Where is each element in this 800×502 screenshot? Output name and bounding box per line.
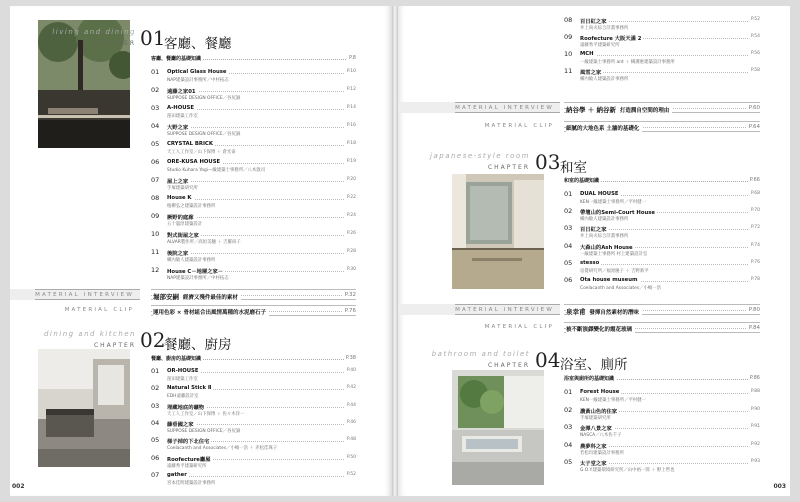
- entry-title: 農夢科之家: [580, 443, 607, 450]
- toc-entry[interactable]: [151, 471, 356, 489]
- chapter-01-english: living and dining: [52, 28, 136, 36]
- chapter-03-word: CHAPTER: [487, 164, 530, 171]
- entry-page: P.22: [346, 195, 356, 200]
- entry-title: OR-HOUSE: [167, 368, 199, 374]
- entry-architect: Studio Kuhara Yagi—級建築士事務所／八木敦司: [167, 168, 266, 173]
- entry-title: A-HOUSE: [167, 105, 194, 111]
- entry-architect: 恣覺研究所／福原慶子 ＋ 吉野新平: [580, 268, 649, 274]
- bathroom-photo: [452, 370, 544, 485]
- entry-title: MCH: [580, 51, 594, 57]
- entry-number: 02: [564, 405, 573, 414]
- toc-entry[interactable]: [564, 458, 760, 476]
- right-page: [398, 6, 790, 496]
- toc-entry[interactable]: [151, 266, 356, 284]
- toc-entry[interactable]: [564, 242, 760, 260]
- material-clip-1[interactable]: 運用色彩 × 骨材組合出風情萬種的水泥磨石子 P.76: [151, 305, 356, 316]
- entry-title: 百日紅之家: [580, 227, 607, 234]
- material-interview-label: MATERIAL INTERVIEW: [455, 304, 560, 315]
- toc-entry[interactable]: [564, 388, 760, 406]
- entry-number: 08: [564, 16, 573, 24]
- entry-number: 05: [151, 436, 160, 445]
- toc-entry[interactable]: [564, 50, 760, 68]
- toc-entry[interactable]: [564, 224, 760, 242]
- entry-number: 09: [564, 33, 573, 41]
- toc-entry[interactable]: [564, 207, 760, 225]
- entry-page: P.24: [346, 213, 356, 218]
- chapter-03-english: japanese-style room: [430, 152, 530, 160]
- entry-number: 02: [564, 207, 573, 216]
- entry-architect: 橫內敏人建築設計事務所: [167, 258, 216, 263]
- toc-entry[interactable]: [151, 122, 356, 140]
- entry-title: 埋藏地底的礦物: [167, 404, 205, 411]
- entry-title: 濃黃山色的住家: [580, 408, 618, 415]
- kitchen-photo: [38, 349, 130, 467]
- toc-entry[interactable]: [151, 158, 356, 176]
- entry-architect: 植柳弘之建築設計事務所: [167, 204, 216, 209]
- toc-entry[interactable]: [151, 212, 356, 230]
- entry-architect: G.O.Y.建築環境研究所／山中裕一郎 ＋ 野上哲也: [580, 468, 675, 473]
- toc-entry[interactable]: [564, 423, 760, 441]
- entry-page: P.70: [750, 208, 760, 214]
- entry-architect: 窪田建築工作室: [167, 114, 198, 119]
- entry-title: 大森山的Ash House: [580, 244, 633, 251]
- entry-page: P.54: [750, 34, 760, 39]
- chapter-02-english: dining and kitchen: [43, 330, 136, 338]
- material-clip-label: MATERIAL CLIP: [484, 123, 554, 129]
- toc-entry[interactable]: [564, 16, 760, 34]
- entry-architect: 天工人工作室／山下保博 ＋ 倉光泰: [167, 150, 236, 155]
- toc-entry[interactable]: [564, 67, 760, 85]
- entry-number: 05: [151, 140, 160, 148]
- entry-title: 藤垂國之家: [167, 421, 194, 428]
- entry-page: P.52: [750, 17, 760, 22]
- chapter-03-number: 03: [535, 150, 561, 174]
- entry-number: 01: [564, 190, 573, 198]
- entry-page: P.14: [346, 105, 356, 110]
- entry-number: 07: [151, 470, 160, 479]
- chapter-01-intro[interactable]: 客廳、餐廳的基礎知識 P.8: [151, 55, 356, 62]
- toc-entry[interactable]: [564, 190, 760, 208]
- entry-architect: 手塚建築研究所: [167, 186, 198, 191]
- entry-page: P.91: [750, 424, 760, 429]
- toc-entry[interactable]: [151, 419, 356, 437]
- entry-page: P.28: [346, 249, 356, 254]
- entry-architect: 橫內敏人建築設計事務所: [580, 217, 629, 223]
- entry-title: Roofecture廳屋: [167, 456, 211, 463]
- toc-entry[interactable]: [151, 454, 356, 472]
- entry-page: P.30: [346, 267, 356, 272]
- toc-entry[interactable]: [151, 384, 356, 402]
- entry-architect: NAP建築設計事務所／中村拓志: [167, 78, 229, 83]
- material-clip-label: MATERIAL CLIP: [484, 324, 554, 330]
- chapter-04-word: CHAPTER: [487, 362, 530, 369]
- entry-number: 06: [564, 276, 573, 284]
- entry-architect: Coelacanth and Associates／小嶋一浩: [580, 286, 662, 291]
- toc-entry[interactable]: [151, 367, 356, 385]
- entry-title: 厥野的庭廊: [167, 215, 194, 221]
- entry-architect: NASCA／八木佐千子: [580, 433, 622, 438]
- toc-entry[interactable]: [151, 176, 356, 194]
- entry-number: 02: [151, 384, 160, 393]
- entry-title: Natural Stick Ⅱ: [167, 385, 212, 392]
- entry-title: CRYSTAL BRICK: [167, 141, 213, 147]
- chapter-03-title: 和室: [560, 160, 587, 176]
- chapter-02-intro[interactable]: 餐廳、廚房的基礎知識 P.38: [151, 355, 356, 362]
- material-interview-label: MATERIAL INTERVIEW: [455, 102, 560, 113]
- entry-architect: 一級建築士事務所 村上建築設計室: [580, 251, 648, 257]
- entry-number: 09: [151, 212, 160, 220]
- page-number-left: 002: [12, 483, 25, 490]
- entry-title: 太子堂之家: [580, 461, 607, 467]
- entry-title: 梯子掉的下北住宅: [167, 439, 210, 446]
- material-interview-3[interactable]: 泉幸甫 發揮自然素材的潛味 P.80: [564, 304, 760, 315]
- material-interview-1[interactable]: 堀部安嗣 經濟又殘件最佳的素材 P.32: [151, 289, 356, 300]
- entry-page: P.92: [750, 441, 760, 447]
- japanese-room-photo: [452, 174, 544, 289]
- chapter-02-number: 02: [140, 328, 166, 352]
- entry-title: 遠藤之家01: [167, 89, 196, 95]
- entry-architect: KEN一級建築士事務所／平村健一: [580, 200, 647, 205]
- entry-architect: 一級建築士事務所 ant ＋ 橫溝惠建築設計事務所: [580, 60, 675, 65]
- entry-title: gather: [167, 471, 187, 478]
- chapter-04-intro[interactable]: 浴室與廁所的基礎知識 P.86: [564, 375, 760, 382]
- entry-title: 帶壇山的Semi-Court House: [580, 210, 656, 217]
- entry-title: ORE-KUSA HOUSE: [167, 159, 221, 165]
- toc-entry[interactable]: [151, 230, 356, 248]
- entry-number: 03: [564, 423, 573, 431]
- entry-page: P.12: [346, 87, 356, 92]
- entry-page: P.56: [750, 51, 760, 56]
- entry-architect: 窪田建築工作室: [167, 377, 198, 382]
- entry-page: P.48: [346, 437, 356, 443]
- material-clip-label: MATERIAL CLIP: [64, 307, 134, 313]
- entry-title: 大野之家: [167, 125, 189, 131]
- entry-number: 01: [151, 367, 160, 375]
- toc-entry[interactable]: [151, 104, 356, 122]
- entry-page: P.20: [346, 177, 356, 182]
- entry-title: House C－地層之家－: [167, 269, 224, 275]
- chapter-04-heading: [398, 348, 530, 378]
- chapter-03-intro[interactable]: 和室的基礎知識 P.66: [564, 177, 760, 184]
- chapter-04-english: bathroom and toilet: [431, 350, 530, 358]
- entry-architect: 天工人工作室／山下保博 ＋ 佐々木洋一: [167, 411, 245, 417]
- entry-title: 金澤八景之家: [580, 426, 612, 432]
- entry-architect: 井上尚夫綜合計畫事務所: [580, 234, 629, 240]
- toc-entry[interactable]: [151, 436, 356, 454]
- material-clip-3[interactable]: 被不斷演繹變化的霞花玻璃 P.84: [564, 322, 760, 333]
- entry-page: P.42: [346, 385, 356, 391]
- chapter-02-title: 餐廳、廚房: [164, 337, 232, 353]
- page-number-right: 003: [773, 483, 786, 490]
- entry-title: Optical Glass House: [167, 69, 227, 75]
- chapter-02-heading: [10, 328, 136, 358]
- entry-page: P.46: [346, 419, 356, 425]
- entry-number: 04: [564, 241, 573, 250]
- entry-architect: 宮本佳明建築設計事務所: [167, 480, 216, 486]
- toc-entry[interactable]: [564, 276, 760, 294]
- toc-entry[interactable]: [151, 402, 356, 420]
- entry-page: P.68: [750, 191, 760, 196]
- entry-number: 07: [151, 176, 160, 184]
- entry-page: P.40: [346, 368, 356, 373]
- entry-number: 11: [564, 67, 573, 75]
- chapter-02-word: CHAPTER: [93, 342, 136, 349]
- entry-page: P.78: [750, 277, 760, 282]
- entry-architect: ALVAR製作所／高垣美穗 ＋ 吉羅尚子: [167, 240, 241, 245]
- entry-number: 10: [151, 230, 160, 238]
- entry-number: 10: [564, 50, 573, 58]
- chapter-01-heading: [10, 26, 136, 56]
- entry-number: 03: [151, 104, 160, 112]
- entry-number: 06: [151, 158, 160, 166]
- entry-page: P.76: [750, 259, 760, 265]
- entry-title: Roofecture 大阪天滿 2: [580, 36, 642, 42]
- entry-architect: Coelacanth and Associates／小嶋一浩 ＋ 赤松佳珠子: [167, 446, 278, 452]
- entry-number: 01: [564, 388, 573, 396]
- entry-page: P.90: [750, 406, 760, 412]
- entry-page: P.16: [346, 123, 356, 128]
- entry-architect: 遠藤秀平建築研究所: [580, 43, 620, 48]
- chapter-01-title: 客廳、餐廳: [164, 36, 232, 52]
- toc-entry[interactable]: [564, 406, 760, 424]
- entry-title: Forest House: [580, 389, 620, 395]
- chapter-04-number: 04: [535, 348, 561, 372]
- toc-entry[interactable]: [151, 194, 356, 212]
- entry-title: DUAL HOUSE: [580, 191, 619, 197]
- toc-entry[interactable]: [564, 259, 760, 277]
- entry-number: 03: [151, 401, 160, 410]
- toc-entry[interactable]: [151, 248, 356, 266]
- entry-page: P.52: [346, 471, 356, 477]
- entry-title: Ota house museum: [580, 277, 638, 283]
- entry-number: 04: [564, 440, 573, 449]
- entry-page: P.10: [346, 69, 356, 74]
- entry-architect: EDH遠藤設計室: [167, 394, 199, 400]
- toc-entry[interactable]: [564, 33, 760, 51]
- left-page: [10, 6, 392, 496]
- entry-architect: NAP建築設計事務所／中村拓志: [167, 276, 229, 281]
- entry-number: 11: [151, 248, 160, 256]
- entry-architect: SUPPOSE DESIGN OFFICE／谷尻誠: [167, 428, 241, 434]
- entry-number: 05: [564, 258, 573, 267]
- entry-page: P.74: [750, 242, 760, 248]
- chapter-04-title: 浴室、廁所: [560, 357, 628, 373]
- entry-title: 風雪之家: [580, 70, 602, 76]
- entry-number: 04: [151, 122, 160, 130]
- material-interview-2[interactable]: 納谷學 ＋ 納谷新 打造潤自空間的理由 P.60: [564, 102, 760, 113]
- entry-page: P.19: [346, 159, 356, 164]
- entry-page: P.58: [750, 68, 760, 73]
- material-interview-label: MATERIAL INTERVIEW: [35, 289, 140, 300]
- toc-entry[interactable]: [151, 68, 356, 86]
- entry-page: P.93: [750, 459, 760, 464]
- entry-architect: 若松均建築設計事務所: [580, 450, 624, 456]
- entry-number: 05: [564, 458, 573, 466]
- entry-number: 08: [151, 194, 160, 202]
- entry-title: stesso: [580, 259, 600, 266]
- entry-architect: 井上尚夫綜合計畫事務所: [580, 26, 629, 31]
- entry-title: 百日紅之家: [580, 19, 607, 25]
- entry-number: 06: [151, 453, 160, 462]
- entry-page: P.18: [346, 141, 356, 146]
- entry-title: House K: [167, 195, 192, 201]
- chapter-03-heading: [398, 150, 530, 180]
- entry-number: 03: [564, 224, 573, 233]
- entry-architect: KEN一級建築士事務所／平村健一: [580, 398, 647, 403]
- entry-number: 04: [151, 418, 160, 427]
- toc-entry[interactable]: [151, 140, 356, 158]
- entry-architect: SUPPOSE DESIGN OFFICE／谷尻誠: [167, 96, 241, 101]
- entry-page: P.26: [346, 231, 356, 236]
- entry-architect: 遠藤秀平建築研究所: [167, 463, 207, 469]
- entry-number: 02: [151, 86, 160, 94]
- chapter-01-word: CHAPTER: [93, 40, 136, 47]
- entry-page: P.72: [750, 225, 760, 231]
- entry-architect: SUPPOSE DESIGN OFFICE／谷尻誠: [167, 132, 241, 137]
- entry-page: P.44: [346, 402, 356, 408]
- entry-number: 12: [151, 266, 160, 274]
- entry-title: 屋上之家: [167, 179, 189, 185]
- entry-architect: 手塚建築研究所: [580, 415, 611, 421]
- toc-entry[interactable]: [564, 441, 760, 459]
- entry-title: 後院之家: [167, 251, 189, 257]
- entry-page: P.88: [750, 389, 760, 394]
- entry-architect: 五十嵐淳建築設計: [167, 222, 203, 227]
- entry-architect: 橫內敏人建築設計事務所: [580, 77, 629, 82]
- entry-title: 對式街屋之家: [167, 233, 199, 239]
- material-clip-2[interactable]: 細膩的大地色系 土牆的基礎化 P.64: [564, 121, 760, 132]
- chapter-01-number: 01: [140, 26, 166, 50]
- toc-entry[interactable]: [151, 86, 356, 104]
- entry-page: P.50: [346, 454, 356, 460]
- entry-number: 01: [151, 68, 160, 76]
